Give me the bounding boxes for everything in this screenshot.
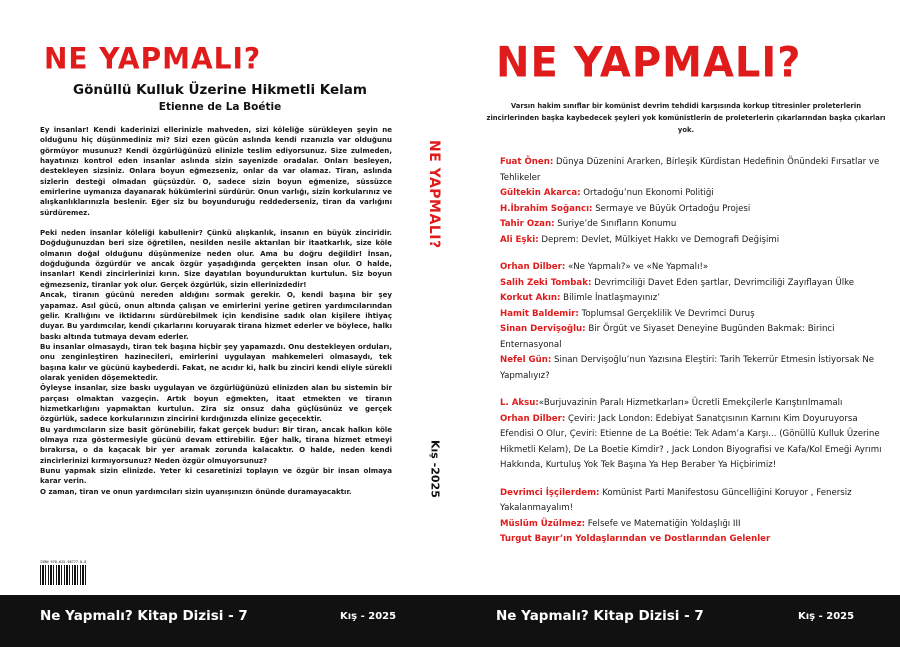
- toc-author: H.İbrahim Soğancı:: [500, 203, 593, 214]
- toc-title: «Burjuvazinin Paralı Hizmetkarları» Ücretli Emekçilerle Karıştırılmamalı: [538, 398, 843, 408]
- toc-title: Sinan Dervişoğlu’nun Yazısına Eleştiri: Tarih Tekerrür Etmesin İstiyorsak Ne Yapmalıyız?: [500, 355, 875, 381]
- back-cover: [0, 0, 410, 647]
- toc-title: Sermaye ve Büyük Ortadoğu Projesi: [592, 203, 751, 214]
- toc-item: [500, 322, 890, 353]
- toc-group: [500, 260, 890, 384]
- toc-author: Ali Eşki:: [500, 234, 539, 245]
- back-cover-text: [40, 125, 392, 497]
- toc-author: Gültekin Akarca:: [500, 188, 581, 198]
- toc-author: Nefel Gün:: [500, 355, 552, 365]
- toc-item: [500, 260, 890, 276]
- isbn-number: ISBN 978-625-98777-0-8: [40, 560, 87, 564]
- front-cover-motto: Varsın hakim sınıflar bir komünist devrim tehdidi karşısında korkup titresinler proleterlerin zincirlerinden başka kaybedecek şeyleri yok komünistlerin de proleterlerin çıkarlarından başka çıkarları yok.: [486, 102, 886, 134]
- toc-author: Devrimci İşçilerdem:: [500, 487, 600, 498]
- toc-title: Ortadoğu’nun Ekonomi Politiği: [580, 188, 714, 198]
- toc-group: [500, 486, 890, 548]
- toc-item: [500, 233, 890, 249]
- paragraph: Bu insanlar olmasaydı, tiran tek başına hiçbir şey yapamazdı. Onu destekleyen orduları, onu zenginleştiren hazinecileri, emirlerini uygulayan mahkemeleri olmasaydı, tek başına kalır ve gücünü kaybederdi. Fakat, ne acıdır ki, halk bu zinciri kendi eliyle sürekli olarak yeniden döşemektedir.: [40, 341, 392, 382]
- toc-title: Bir Örgüt ve Siyaset Deneyine Bugünden Bakmak: Birinci Enternasyonal: [500, 324, 835, 350]
- toc-title: Suriye’de Sınıfların Konumu: [554, 219, 677, 229]
- paragraph: O zaman, tiran ve onun yardımcıları sizin uyanışınızın önünde duramayacaktır.: [40, 486, 352, 496]
- front-cover: [458, 0, 900, 647]
- table-of-contents: [500, 155, 890, 560]
- toc-title: Bilimle İnatlaşmayınız’: [560, 293, 660, 303]
- spine-title: NE YAPMALI?: [426, 140, 442, 249]
- back-cover-title: NE YAPMALI?: [44, 41, 262, 76]
- toc-title: Toplumsal Gerçeklilik Ve Devrimci Duruş: [578, 308, 755, 319]
- toc-title: Devrimciliği Davet Eden şartlar, Devrimciliği Zayıflayan Ülke: [591, 277, 855, 288]
- barcode-icon: [40, 565, 88, 585]
- toc-title: Çeviri: Jack London: Edebiyat Sanatçısının Karnını Kim Doyuruyorsa Efendisi O Olur, Çeviri: Etienne de La Boétie: Tek Adam’a Karşı... (Gönüllü Kulluk Üzerine Hikmetli Kelam), De La Boetie Kimdir? , Jack London Biyografisi ve Kafa/Kol Emeği Ayrımı Hakkında, Kurtuluş Yok Tek Başına Ya Hep Beraber Ya Hiçbirimiz!: [500, 413, 882, 470]
- toc-item: [500, 186, 890, 202]
- toc-author: Salih Zeki Tombak:: [500, 277, 592, 288]
- toc-author: Orhan Dilber:: [500, 262, 566, 272]
- back-footer-date: Kış - 2025: [340, 611, 397, 622]
- isbn-barcode: [40, 560, 88, 590]
- toc-item: [500, 202, 890, 218]
- toc-group: [500, 396, 890, 474]
- toc-title: Dünya Düzenini Ararken, Birleşik Kürdistan Hedefinin Önündeki Fırsatlar ve Tehlikeler: [500, 157, 880, 183]
- toc-item: [500, 276, 890, 292]
- toc-item: [500, 291, 890, 307]
- toc-author: Tahir Ozan:: [500, 219, 555, 229]
- spine-date: Kış -2025: [428, 440, 442, 498]
- toc-item: [500, 307, 890, 323]
- toc-author: Fuat Önen:: [500, 157, 554, 167]
- paragraph: Ey insanlar! Kendi kaderinizi ellerinizle mahveden, sizi köleliğe sürükleyen şeyin ne olduğunu hiç düşünmediniz mi? Sizi ezen gücün aslında kendi rızanızla var olduğunu görmüyor musunuz? Kendi özgürlüğünüzü elinizle teslim ediyorsunuz. Size zulmeden, hayatınızı kontrol eden insanlar aslında sizin sayenizde oradalar. Onları besleyen, destekleyen sizsiniz. Onlara boyun eğmezseniz, onlar da var olamaz. Tiran, aslında sizlerin desteği olmadan güçsüzdür. O, sadece sizin boyun eğmenize, süssüzce emirlerine uymanıza dayanarak hükümlerini sürdürür. Onun varlığı, sizin korkularınız ve alışkanlıklarınızla beslenir. Eğer siz bu boyunduruğu reddederseniz, tiran da varlığını sürdüremez.: [40, 125, 392, 217]
- toc-title: Komünist Parti Manifestosu Güncelliğini Koruyor , Fenersiz Yakalanmayalım!: [500, 487, 852, 513]
- back-cover-subtitle: Gönüllü Kulluk Üzerine Hikmetli Kelam: [73, 82, 367, 98]
- paragraph: Öyleyse insanlar, size baskı uygulayan ve özgürlüğünüzü elinizden alan bu sistemin bir parçası olmaktan vazgeçin. Artık boyun eğmekten, itaat etmekten ve tiranın hizmetkarlığını yapmaktan kurtulun. Zira siz onsuz daha güçlüsünüz ve gerçek özgürlük, sadece korkularınızın zincirini kırdığınızda elinize geçecektir.: [40, 383, 392, 424]
- toc-group: [500, 155, 890, 248]
- toc-author: Hamit Baldemir:: [500, 308, 579, 319]
- toc-author: L. Aksu:: [500, 398, 539, 408]
- toc-author: Sinan Dervişoğlu:: [500, 324, 586, 334]
- toc-item: [500, 412, 890, 474]
- toc-author: Müslüm Üzülmez:: [500, 518, 586, 529]
- back-cover-author: Etienne de La Boétie: [158, 101, 282, 113]
- toc-title: Deprem: Devlet, Mülkiyet Hakkı ve Demografi Değişimi: [538, 234, 780, 245]
- toc-item: [500, 353, 890, 384]
- toc-item: [500, 155, 890, 186]
- toc-item: [500, 532, 890, 548]
- toc-title: Felsefe ve Matematiğin Yoldaşlığı III: [585, 518, 741, 529]
- paragraph: Ancak, tiranın gücünü nereden aldığını sormak gerekir. O, kendi başına bir şey yapamaz. Asıl gücü, onun altında çalışan ve emirlerini yerine getiren yardımcılarından gelir. Krallığını ve iktidarını sürdürebilmek için kendisine sadık olan kişilere ihtiyaç duyar. Bu yardımcılar, kendi çıkarlarını koruyarak tirana hizmet ederler ve böylece, halkı baskı altında tutmaya devam ederler.: [40, 290, 392, 341]
- toc-item: [500, 396, 890, 412]
- front-cover-title: NE YAPMALI?: [496, 38, 802, 88]
- front-footer-series: Ne Yapmalı? Kitap Dizisi - 7: [496, 608, 704, 624]
- paragraph: Bunu yapmak sizin elinizde. Yeter ki cesaretinizi toplayın ve özgür bir insan olmaya karar verin.: [40, 466, 392, 486]
- toc-item: [500, 217, 890, 233]
- paragraph: Bu yardımcıların size basit görünebilir, fakat gerçek budur: Bir tiran, ancak halkın köle olmaya rıza göstermesiyle gücünü devam ettirebilir. Eğer halk, tirana hizmet etmeyi bırakırsa, o da kaçacak bir yer aramak zorunda kalacaktır. O halde, neden kendi zincirlerinizi kırmıyorsunuz? Neden özgür olmuyorsunuz?: [40, 424, 392, 465]
- spine: [410, 0, 458, 647]
- back-footer-series: Ne Yapmalı? Kitap Dizisi - 7: [40, 608, 248, 624]
- toc-author: Korkut Akın:: [500, 293, 561, 303]
- toc-item: [500, 517, 890, 533]
- toc-author: Orhan Dilber:: [500, 413, 566, 424]
- toc-item: [500, 486, 890, 517]
- toc-title: «Ne Yapmalı?» ve «Ne Yapmalı!»: [565, 262, 709, 272]
- toc-title: Turgut Bayır’ın Yoldaşlarından ve Dostlarından Gelenler: [500, 534, 771, 544]
- paragraph: Peki neden insanlar köleliği kabullenir? Çünkü alışkanlık, insanın en büyük zinciridir. Doğduğunuzdan beri size öğretilen, nesilden nesile aktarılan bir itaatkarlık, size köle olmanın doğal olduğunu düşünmenize neden olur. Ama bu doğru değildir! İnsan, doğduğunda özgürdür ve ancak özgür yaşadığında gerçekten insan olur. O halde, insanlar! Kendi zincirlerinizi kırın. Size dayatılan boyunduruktan kurtulun. Siz boyun eğmezseniz, tiranlar yok olur. Gerçek özgürlük, sizin ellerinizdedir!: [40, 228, 392, 289]
- front-footer-date: Kış - 2025: [798, 611, 855, 622]
- footer-bar: [0, 595, 900, 647]
